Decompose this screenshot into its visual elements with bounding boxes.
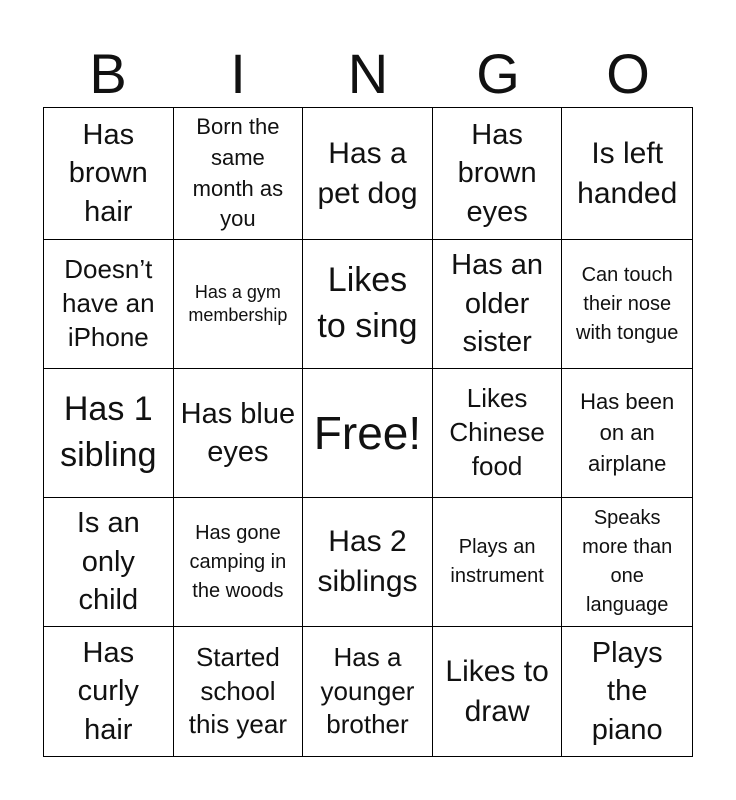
bingo-cell[interactable] (174, 498, 304, 627)
bingo-cell[interactable] (433, 627, 563, 756)
cell-text: Is an only child (76, 507, 140, 617)
cell-text: Likes Chinese food (449, 383, 545, 482)
cell-text: Has been on an airplane (580, 388, 675, 476)
bingo-cell[interactable] (44, 240, 174, 369)
cell-text: Free! (313, 406, 422, 459)
bingo-cell[interactable] (303, 498, 433, 627)
cell-text: Started school this year (188, 641, 288, 740)
bingo-cell[interactable] (174, 627, 304, 756)
header-letter-g: G (476, 42, 520, 105)
cell-text: Has an older sister (451, 249, 544, 359)
cell-text: Plays an instrument (450, 536, 544, 588)
cell-text: Plays the piano (591, 636, 663, 746)
cell-text: Likes to draw (445, 654, 549, 728)
free-space-cell[interactable] (303, 369, 433, 498)
bingo-cell[interactable] (562, 369, 692, 498)
cell-text: Has a pet dog (317, 137, 418, 210)
bingo-cell[interactable] (562, 240, 692, 369)
cell-text: Doesn’t have an iPhone (62, 254, 155, 353)
bingo-cell[interactable] (174, 240, 304, 369)
cell-text: Has 2 siblings (317, 525, 418, 599)
header-letter-n: N (347, 42, 389, 105)
header-letter-b: B (89, 42, 127, 105)
cell-text: Has a gym membership (188, 281, 288, 326)
header-letter-o: O (606, 42, 650, 105)
cell-text: Born the same month as you (192, 114, 284, 232)
bingo-cell[interactable] (303, 240, 433, 369)
bingo-cell[interactable] (174, 369, 304, 498)
bingo-cell[interactable] (433, 369, 563, 498)
bingo-cell[interactable] (44, 498, 174, 627)
bingo-cell[interactable] (303, 627, 433, 756)
bingo-card-grid (43, 107, 693, 757)
bingo-cell[interactable] (44, 627, 174, 756)
cell-text: Has curly hair (77, 636, 139, 746)
cell-text: Has a younger brother (320, 641, 415, 740)
bingo-cell[interactable] (174, 108, 304, 240)
bingo-cell[interactable] (562, 498, 692, 627)
cell-text: Has blue eyes (180, 397, 296, 469)
cell-text: Has gone camping in the woods (189, 521, 287, 602)
cell-text: Has brown eyes (457, 118, 537, 228)
bingo-cell[interactable] (433, 498, 563, 627)
cell-text: Speaks more than one language (582, 507, 673, 617)
cell-text: Likes to sing (317, 261, 418, 346)
cell-text: Can touch their nose with tongue (576, 263, 679, 344)
bingo-cell[interactable] (433, 108, 563, 240)
bingo-cell[interactable] (562, 108, 692, 240)
cell-text: Has brown hair (68, 118, 148, 228)
header-letter-i: I (230, 42, 246, 105)
bingo-cell[interactable] (44, 108, 174, 240)
bingo-cell[interactable] (433, 240, 563, 369)
cell-text: Has 1 sibling (60, 390, 157, 475)
bingo-cell[interactable] (562, 627, 692, 756)
bingo-cell[interactable] (44, 369, 174, 498)
cell-text: Is left handed (577, 137, 678, 210)
bingo-header (43, 40, 693, 108)
bingo-cell[interactable] (303, 108, 433, 240)
